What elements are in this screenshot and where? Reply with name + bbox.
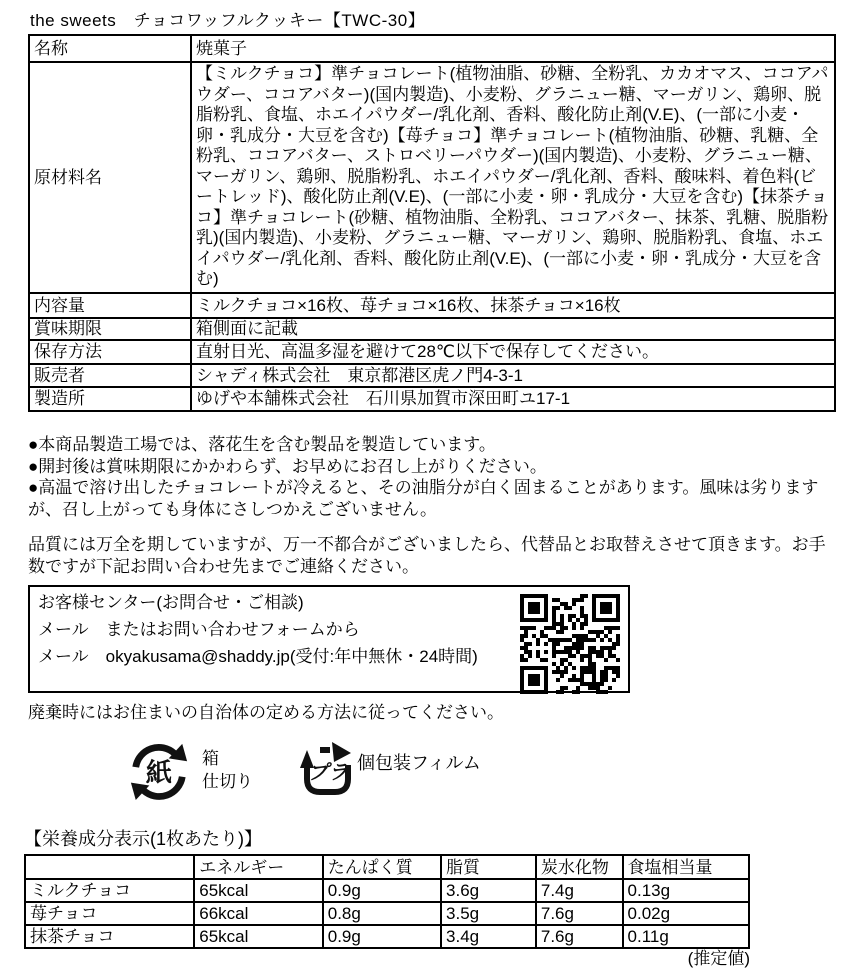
nutrition-row-name: 抹茶チョコ [25,925,194,948]
nutrition-row-strawberry [25,902,749,925]
contact-line-form: メール またはお問い合わせフォームから [38,620,360,639]
info-value-contents: ミルクチョコ×16枚、苺チョコ×16枚、抹茶チョコ×16枚 [191,293,835,318]
caution-notes [28,434,842,520]
plastic-item-label: 個包装フィルム [357,753,481,773]
info-label-expiry: 賞味期限 [29,318,191,340]
nutrition-header-blank [25,855,194,879]
nutrition-title: 【栄養成分表示(1枚あたり)】 [24,829,262,849]
table-row [29,293,835,318]
nutrition-row-name: ミルクチョコ [25,879,194,902]
nutrition-cell: 0.11g [623,925,749,948]
plastic-mark-kana: プラ [308,762,348,784]
plastic-recycle-icon [299,741,355,799]
nutrition-cell: 7.6g [536,902,623,925]
info-label-seller: 販売者 [29,364,191,387]
info-label-contents: 内容量 [29,293,191,318]
nutrition-header-row [25,855,749,879]
product-info-table [28,34,836,412]
table-row [29,364,835,387]
info-value-name: 焼菓子 [191,35,835,62]
info-value-storage: 直射日光、高温多湿を避けて28℃以下で保存してください。 [191,340,835,364]
quality-assurance-note: 品質には万全を期していますが、万一不都合がございましたら、代替品とお取替えさせて頂きます。お手数ですが下記お問い合わせ先までご連絡ください。 [28,535,826,576]
nutrition-cell: 0.9g [323,925,441,948]
nutrition-table [24,854,750,949]
nutrition-header-energy: エネルギー [194,855,322,879]
info-label-ingredients: 原材料名 [29,62,191,293]
paper-mark-kanji: 紙 [145,757,173,788]
plastic-recycle-group [299,741,481,799]
table-row [29,318,835,340]
nutrition-header-protein: たんぱく質 [323,855,441,879]
paper-recycle-icon [128,737,190,803]
nutrition-row-name: 苺チョコ [25,902,194,925]
paper-item-box: 箱 [202,749,219,768]
contact-line-email: メール okyakusama@shaddy.jp(受付:年中無休・24時間) [38,647,478,666]
contact-title: お客様センター(お問合せ・ご相談) [38,593,304,612]
nutrition-cell: 3.5g [441,902,536,925]
paper-item-divider: 仕切り [202,772,253,791]
customer-service-box [28,585,630,693]
caution-note-open: ●開封後は賞味期限にかかわらず、お早めにお召し上がりください。 [28,456,547,476]
caution-note-bloom: ●高温で溶け出したチョコレートが冷えると、その油脂分が白く固まることがあります。風味は劣りますが、召し上がっても身体にさしつかえございません。 [28,478,819,519]
nutrition-row-matcha [25,925,749,948]
info-label-factory: 製造所 [29,387,191,411]
info-value-seller: シャディ株式会社 東京都港区虎ノ門4-3-1 [191,364,835,387]
nutrition-header-salt: 食塩相当量 [623,855,749,879]
nutrition-cell: 0.8g [323,902,441,925]
product-title: the sweets チョコワッフルクッキー【TWC-30】 [30,11,426,30]
nutrition-cell: 0.02g [623,902,749,925]
caution-note-peanut: ●本商品製造工場では、落花生を含む製品を製造しています。 [28,435,496,454]
table-row [29,62,835,293]
table-row [29,340,835,364]
info-value-ingredients [191,62,835,293]
nutrition-cell: 3.6g [441,879,536,902]
nutrition-cell: 65kcal [194,879,322,902]
nutrition-row-milk [25,879,749,902]
nutrition-cell: 66kcal [194,902,322,925]
ingredients-text: 【ミルクチョコ】準チョコレート(植物油脂、砂糖、全粉乳、カカオマス、ココアパウダー、ココアバター)(国内製造)、小麦粉、グラニュー糖、マーガリン、鶏卵、脱脂粉乳、食塩、ホエイパウダー/乳化剤、香料、酸化防止剤(V.E)、(一部に小麦・卵・乳成分・大豆を含む)【苺チョコ】準チョコレート(植物油脂、砂糖、乳糖、全粉乳、ココアバター、ストロベリーパウダー)(国内製造)、小麦粉、グラニュー糖、マーガリン、鶏卵、脱脂粉乳、ホエイパウダー/乳化剤、香料、酸味料、着色料(ビートレッド)、酸化防止剤(V.E)、(一部に小麦・卵・乳成分・大豆を含む)【抹茶チョコ】準チョコレート(砂糖、植物油脂、全粉乳、ココアバター、抹茶、乳糖、脱脂粉乳)(国内製造)、小麦粉、グラニュー糖、マーガリン、鶏卵、脱脂粉乳、食塩、ホエイパウダー/乳化剤、香料、酸化防止剤(V.E)、(一部に小麦・卵・乳成分・大豆を含む) [196,64,829,288]
table-row [29,387,835,411]
nutrition-footnote: (推定値) [687,949,750,968]
paper-recycle-items [202,747,253,793]
nutrition-cell: 7.4g [536,879,623,902]
nutrition-cell: 65kcal [194,925,322,948]
disposal-note: 廃棄時にはお住まいの自治体の定める方法に従ってください。 [28,703,504,722]
nutrition-header-fat: 脂質 [441,855,536,879]
info-value-factory: ゆげや本舗株式会社 石川県加賀市深田町ユ17-1 [191,387,835,411]
nutrition-cell: 0.13g [623,879,749,902]
recycle-marks [128,735,838,805]
nutrition-cell: 7.6g [536,925,623,948]
info-value-expiry: 箱側面に記載 [191,318,835,340]
nutrition-cell: 0.9g [323,879,441,902]
table-row [29,35,835,62]
nutrition-cell: 3.4g [441,925,536,948]
info-label-storage: 保存方法 [29,340,191,364]
nutrition-header-carb: 炭水化物 [536,855,623,879]
qr-code [520,594,612,686]
info-label-name: 名称 [29,35,191,62]
